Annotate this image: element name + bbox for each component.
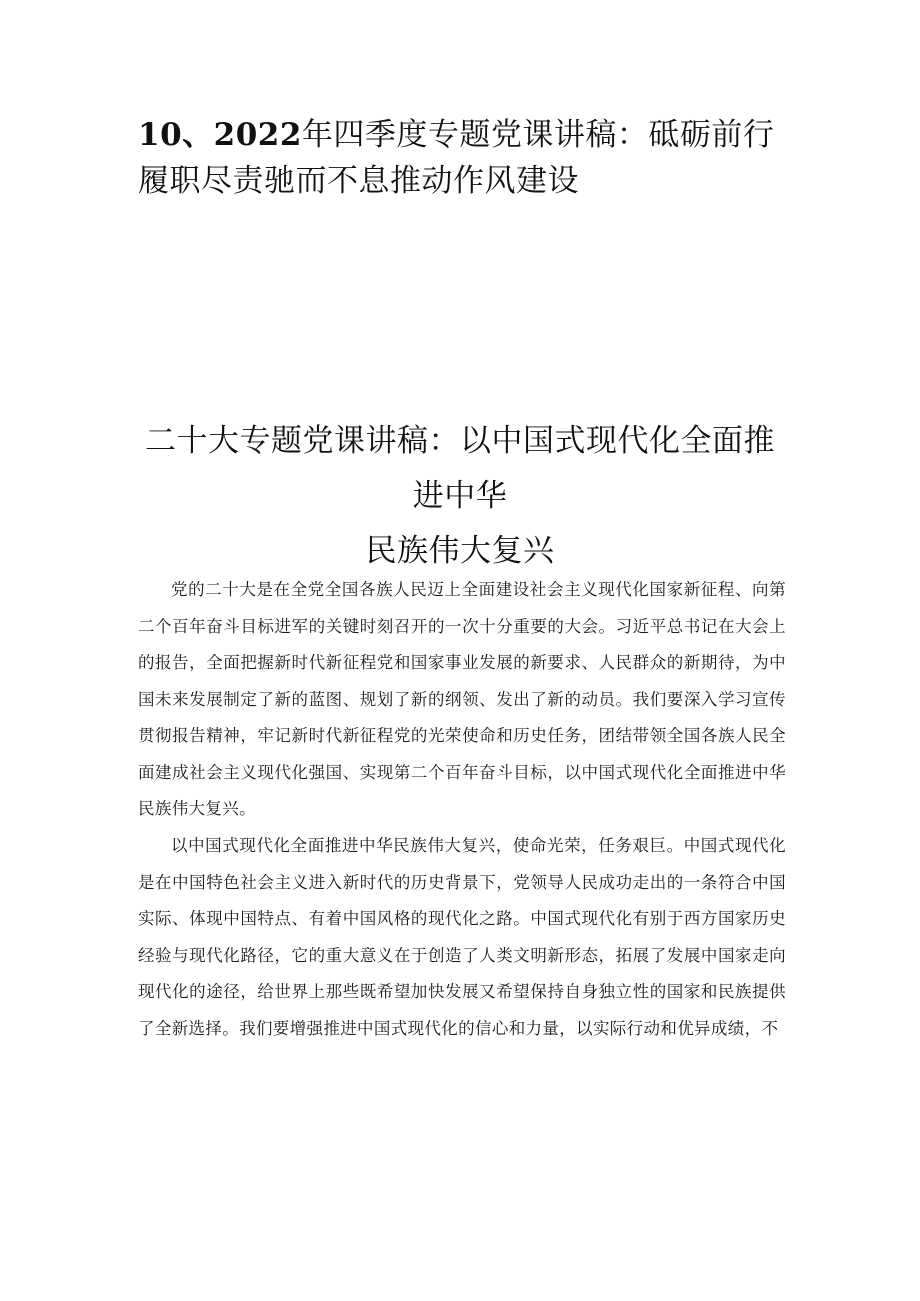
section-title-line-1: 二十大专题党课讲稿：以中国式现代化全面推进中华	[145, 423, 775, 514]
paragraph-1: 党的二十大是在全党全国各族人民迈上全面建设社会主义现代化国家新征程、向第二个百年奋斗目标进军的关键时刻召开的一次十分重要的大会。习近平总书记在大会上的报告，全面把握新时代新征程党和国家事业发展的新要求、人民群众的新期待，为中国未来发展制定了新的蓝图、规划了新的纲领、发出了新的动员。我们要深入学习宣传贯彻报告精神，牢记新时代新征程党的光荣使命和历史任务，团结带领全国各族人民全面建成社会主义现代化强国、实现第二个百年奋斗目标，以中国式现代化全面推进中华民族伟大复兴。	[138, 580, 786, 818]
section-title-line-2: 民族伟大复兴	[365, 533, 555, 569]
heading-text: 年四季度专题党课讲稿：砥砺前行履职尽责驰而不息推动作风建设	[138, 117, 775, 199]
body-text	[138, 572, 786, 1047]
document-heading	[138, 112, 788, 204]
heading-number: 10、2022	[138, 117, 302, 153]
section-title	[130, 414, 790, 579]
paragraph-2: 以中国式现代化全面推进中华民族伟大复兴，使命光荣，任务艰巨。中国式现代化是在中国特色社会主义进入新时代的历史背景下，党领导人民成功走出的一条符合中国实际、体现中国特点、有着中国风格的现代化之路。中国式现代化有别于西方国家历史经验与现代化路径，它的重大意义在于创造了人类文明新形态，拓展了发展中国家走向现代化的途径，给世界上那些既希望加快发展又希望保持自身独立性的国家和民族提供了全新选择。我们要增强推进中国式现代化的信心和力量，以实际行动和优异成绩，不	[138, 836, 786, 1038]
